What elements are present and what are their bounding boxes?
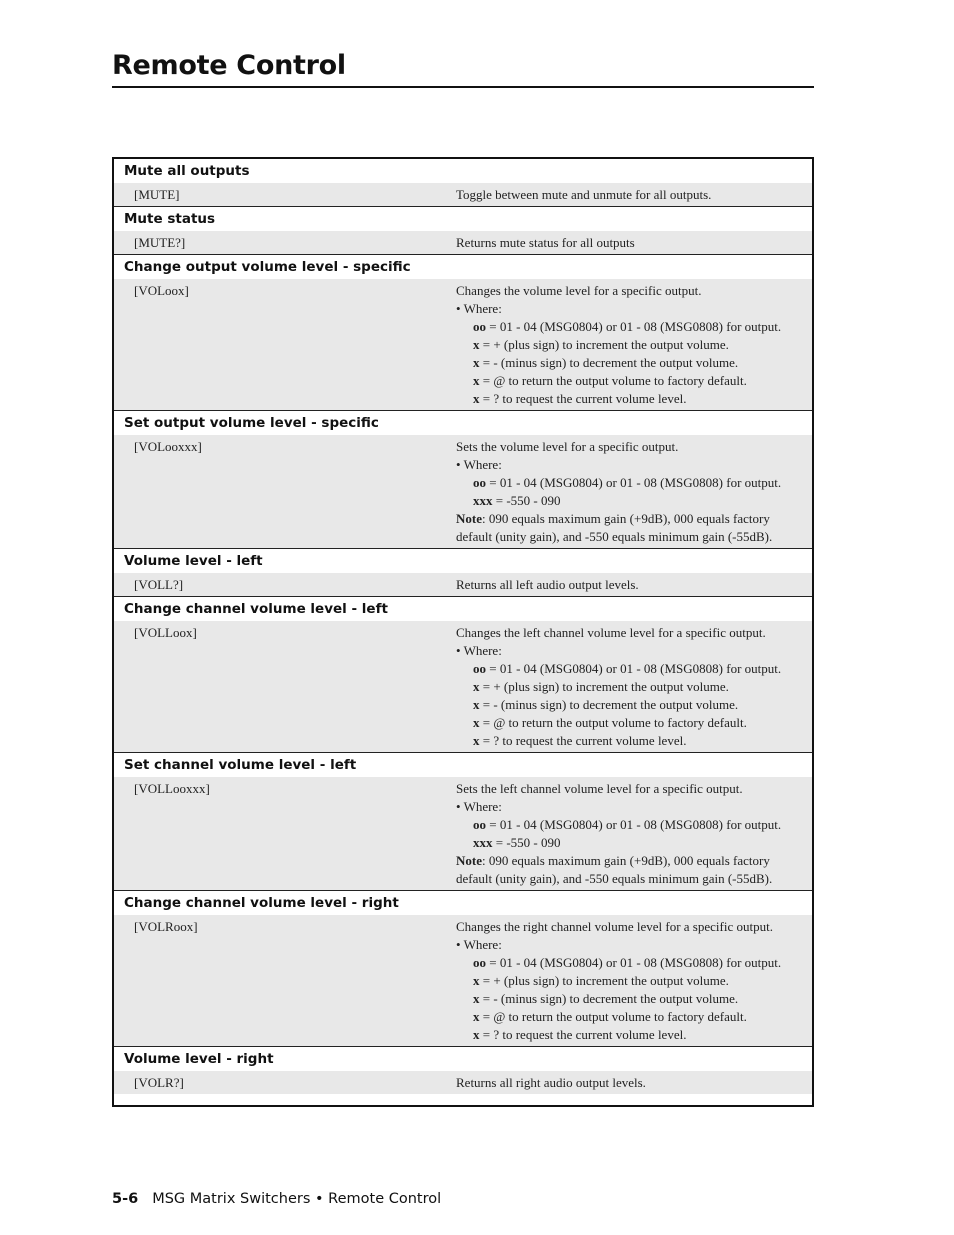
description-line: Sets the left channel volume level for a specific output. [456,781,743,796]
section-title: Change channel volume level - right [124,895,399,911]
description-line: Returns all right audio output levels. [456,1075,646,1090]
note-continued: default (unity gain), and -550 equals minimum gain (-55dB). [456,529,773,544]
section-body [114,573,812,596]
command-table [112,157,814,1107]
section-change-right-volume [114,890,812,1046]
param-oo: oo = 01 - 04 (MSG0804) or 01 - 08 (MSG0808) for output. [473,475,782,490]
note: Note: 090 equals maximum gain (+9dB), 000 equals factory [456,511,770,526]
command-description [456,186,812,204]
section-change-output-volume [114,254,812,410]
description-line: Sets the volume level for a specific output. [456,439,679,454]
where-label: • Where: [456,457,502,472]
param-x-at: x = @ to return the output volume to factory default. [473,373,747,388]
where-label: • Where: [456,643,502,658]
section-mute-all [114,159,812,206]
command-description [456,438,812,546]
command-syntax: [VOLR?] [134,1075,184,1090]
section-body [114,435,812,548]
section-volume-right [114,1046,812,1094]
description-line: Changes the volume level for a specific output. [456,283,702,298]
title-rule [112,86,814,88]
page-number: 5-6 [112,1191,139,1207]
section-volume-left [114,548,812,596]
where-label: • Where: [456,799,502,814]
section-body [114,231,812,254]
param-x-plus: x = + (plus sign) to increment the output volume. [473,337,729,352]
command-description [456,624,812,750]
section-body [114,279,812,410]
description-line: Changes the left channel volume level for a specific output. [456,625,766,640]
command-syntax: [VOLL?] [134,577,184,592]
param-xxx: xxx = -550 - 090 [473,835,561,850]
command-description [456,780,812,888]
section-title: Set output volume level - specific [124,415,379,431]
description-line: Changes the right channel volume level for a specific output. [456,919,773,934]
section-body [114,621,812,752]
where-label: • Where: [456,937,502,952]
command-syntax: [VOLLooxxx] [134,781,210,796]
command-description [456,576,812,594]
section-title: Set channel volume level - left [124,757,357,773]
command-syntax: [VOLooxxx] [134,439,202,454]
command-description [456,918,812,1044]
section-mute-status [114,206,812,254]
footer-text: MSG Matrix Switchers • Remote Control [152,1191,442,1207]
where-label: • Where: [456,301,502,316]
param-x-minus: x = - (minus sign) to decrement the output volume. [473,355,739,370]
section-title: Mute status [124,211,216,227]
param-xxx: xxx = -550 - 090 [473,493,561,508]
param-x-minus: x = - (minus sign) to decrement the output volume. [473,991,739,1006]
param-oo: oo = 01 - 04 (MSG0804) or 01 - 08 (MSG0808) for output. [473,955,782,970]
param-x-plus: x = + (plus sign) to increment the output volume. [473,679,729,694]
section-body [114,777,812,890]
description-line: Returns mute status for all outputs [456,235,635,250]
command-syntax: [MUTE] [134,187,180,202]
note: Note: 090 equals maximum gain (+9dB), 000 equals factory [456,853,770,868]
section-title: Volume level - left [124,553,263,569]
command-description [456,234,812,252]
param-x-minus: x = - (minus sign) to decrement the output volume. [473,697,739,712]
param-x-query: x = ? to request the current volume level. [473,1027,687,1042]
param-oo: oo = 01 - 04 (MSG0804) or 01 - 08 (MSG0808) for output. [473,319,782,334]
param-x-at: x = @ to return the output volume to factory default. [473,715,747,730]
page-footer [112,1191,441,1207]
command-syntax: [VOLoox] [134,283,189,298]
description-line: Toggle between mute and unmute for all outputs. [456,187,712,202]
command-syntax: [VOLRoox] [134,919,198,934]
command-syntax: [VOLLoox] [134,625,197,640]
param-x-plus: x = + (plus sign) to increment the output volume. [473,973,729,988]
param-oo: oo = 01 - 04 (MSG0804) or 01 - 08 (MSG0808) for output. [473,817,782,832]
param-oo: oo = 01 - 04 (MSG0804) or 01 - 08 (MSG0808) for output. [473,661,782,676]
section-body [114,1071,812,1094]
command-description [456,282,812,408]
section-title: Change output volume level - specific [124,259,411,275]
section-title: Change channel volume level - left [124,601,388,617]
page-title: Remote Control [112,50,346,81]
command-description [456,1074,812,1092]
section-set-output-volume [114,410,812,548]
section-body [114,915,812,1046]
section-set-left-volume [114,752,812,890]
section-body [114,183,812,206]
note-continued: default (unity gain), and -550 equals minimum gain (-55dB). [456,871,773,886]
section-change-left-volume [114,596,812,752]
section-title: Volume level - right [124,1051,274,1067]
param-x-query: x = ? to request the current volume level. [473,733,687,748]
param-x-at: x = @ to return the output volume to factory default. [473,1009,747,1024]
description-line: Returns all left audio output levels. [456,577,639,592]
section-title: Mute all outputs [124,163,250,179]
param-x-query: x = ? to request the current volume level. [473,391,687,406]
command-syntax: [MUTE?] [134,235,186,250]
